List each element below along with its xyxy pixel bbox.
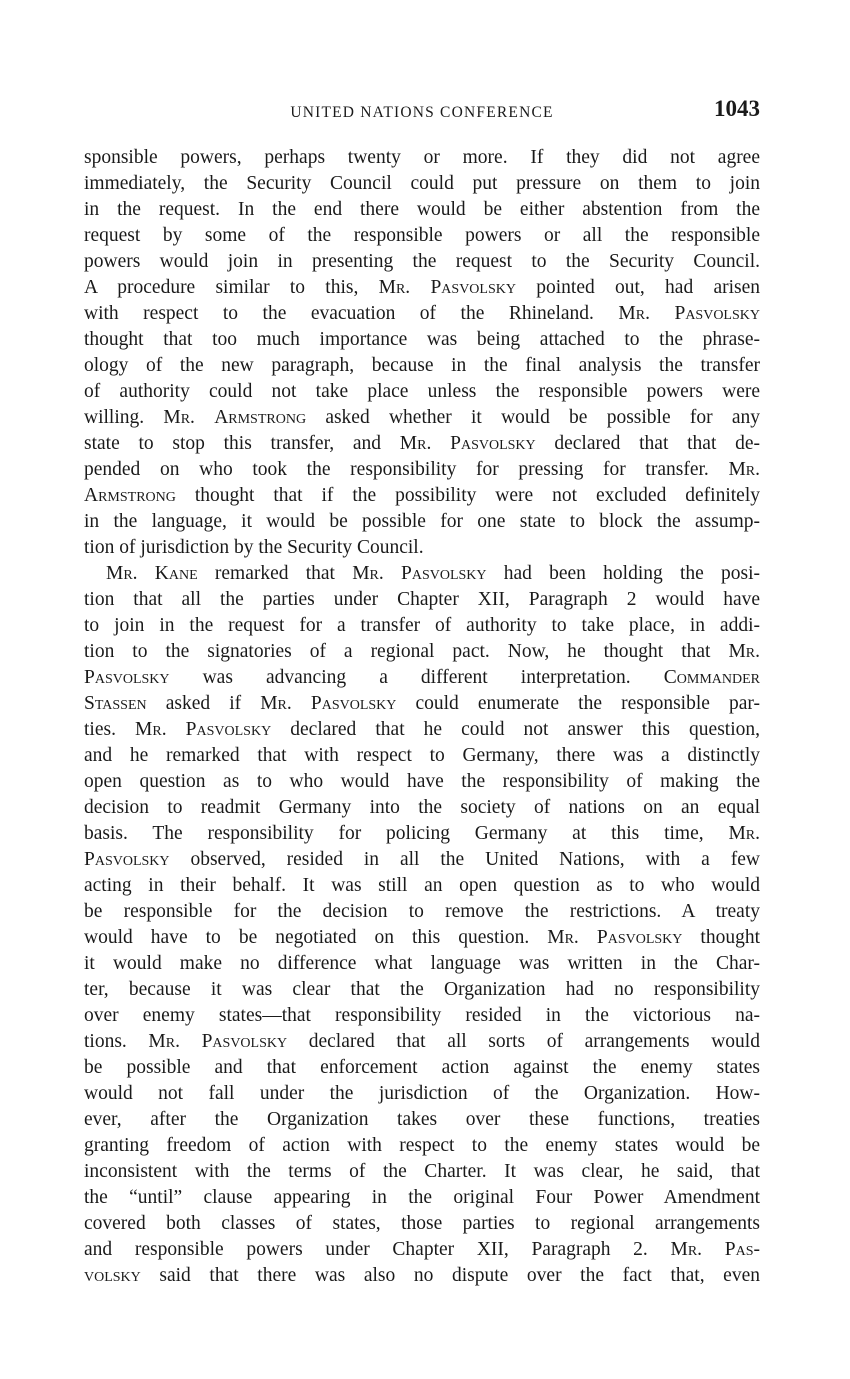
text-line: the “until” clause appearing in the original Four Power Amendment (84, 1187, 760, 1208)
paragraph-1 (84, 145, 760, 561)
body-text (84, 145, 760, 1289)
text-line: decision to readmit Germany into the society of nations on an equal (84, 797, 760, 818)
text-line: and he remarked that with respect to Germany, there was a distinctly (84, 745, 760, 766)
text-line: would not fall under the jurisdiction of the Organization. How- (84, 1083, 760, 1104)
text-line: thought that too much importance was being attached to the phrase- (84, 329, 760, 350)
text-line: tion to the signatories of a regional pact. Now, he thought that Mr. (84, 641, 760, 662)
text-line: Mr. Kane remarked that Mr. Pasvolsky had been holding the posi- (106, 563, 761, 584)
text-line: over enemy states—that responsibility resided in the victorious na- (84, 1005, 760, 1026)
text-line: ties. Mr. Pasvolsky declared that he could not answer this question, (84, 719, 760, 740)
text-line: in the language, it would be possible for one state to block the assump- (84, 511, 760, 532)
text-line: and responsible powers under Chapter XII, Paragraph 2. Mr. Pas- (84, 1239, 760, 1260)
running-title: UNITED NATIONS CONFERENCE (290, 104, 554, 121)
text-line: powers would join in presenting the request to the Security Council. (84, 251, 760, 272)
text-line: Armstrong thought that if the possibility were not excluded definitely (84, 485, 760, 506)
text-line: pended on who took the responsibility for pressing for transfer. Mr. (84, 459, 760, 480)
text-line: Pasvolsky was advancing a different interpretation. Commander (84, 667, 760, 688)
text-line: Stassen asked if Mr. Pasvolsky could enumerate the responsible par- (84, 693, 760, 714)
text-line: immediately, the Security Council could put pressure on them to join (84, 173, 760, 194)
paragraph-2 (84, 561, 760, 1289)
text-line: ter, because it was clear that the Organization had no responsibility (84, 979, 760, 1000)
text-line: would have to be negotiated on this question. Mr. Pasvolsky thought (84, 927, 761, 948)
text-line: granting freedom of action with respect to the enemy states would be (84, 1135, 760, 1156)
text-line: A procedure similar to this, Mr. Pasvolsky pointed out, had arisen (84, 277, 761, 298)
text-line: volsky said that there was also no dispute over the fact that, even (84, 1265, 760, 1286)
page-number: 1043 (714, 96, 760, 121)
text-line: of authority could not take place unless the responsible powers were (84, 381, 760, 402)
text-line: ever, after the Organization takes over these functions, treaties (84, 1109, 760, 1130)
text-line: acting in their behalf. It was still an open question as to who would (84, 875, 760, 896)
text-line: be responsible for the decision to remove the restrictions. A treaty (84, 901, 760, 922)
text-line: to join in the request for a transfer of authority to take place, in addi- (84, 615, 760, 636)
text-line: basis. The responsibility for policing Germany at this time, Mr. (84, 823, 760, 844)
running-header (84, 96, 760, 130)
text-line: sponsible powers, perhaps twenty or more. If they did not agree (84, 147, 760, 168)
text-line: willing. Mr. Armstrong asked whether it would be possible for any (84, 407, 760, 428)
text-line: inconsistent with the terms of the Charter. It was clear, he said, that (84, 1161, 760, 1182)
text-line: covered both classes of states, those parties to regional arrangements (84, 1213, 760, 1234)
text-line: open question as to who would have the responsibility of making the (84, 771, 760, 792)
text-line: tion that all the parties under Chapter XII, Paragraph 2 would have (84, 589, 760, 610)
text-line: it would make no difference what language was written in the Char- (84, 953, 760, 974)
text-line: Pasvolsky observed, resided in all the United Nations, with a few (84, 849, 760, 870)
text-line: ology of the new paragraph, because in the final analysis the transfer (84, 355, 760, 376)
text-line: tions. Mr. Pasvolsky declared that all sorts of arrangements would (84, 1031, 760, 1052)
text-line: tion of jurisdiction by the Security Council. (84, 537, 424, 558)
text-line: state to stop this transfer, and Mr. Pasvolsky declared that that de- (84, 433, 760, 454)
text-line: request by some of the responsible powers or all the responsible (84, 225, 760, 246)
text-line: in the request. In the end there would be either abstention from the (84, 199, 760, 220)
text-line: with respect to the evacuation of the Rhineland. Mr. Pasvolsky (84, 303, 760, 324)
text-line: be possible and that enforcement action against the enemy states (84, 1057, 760, 1078)
